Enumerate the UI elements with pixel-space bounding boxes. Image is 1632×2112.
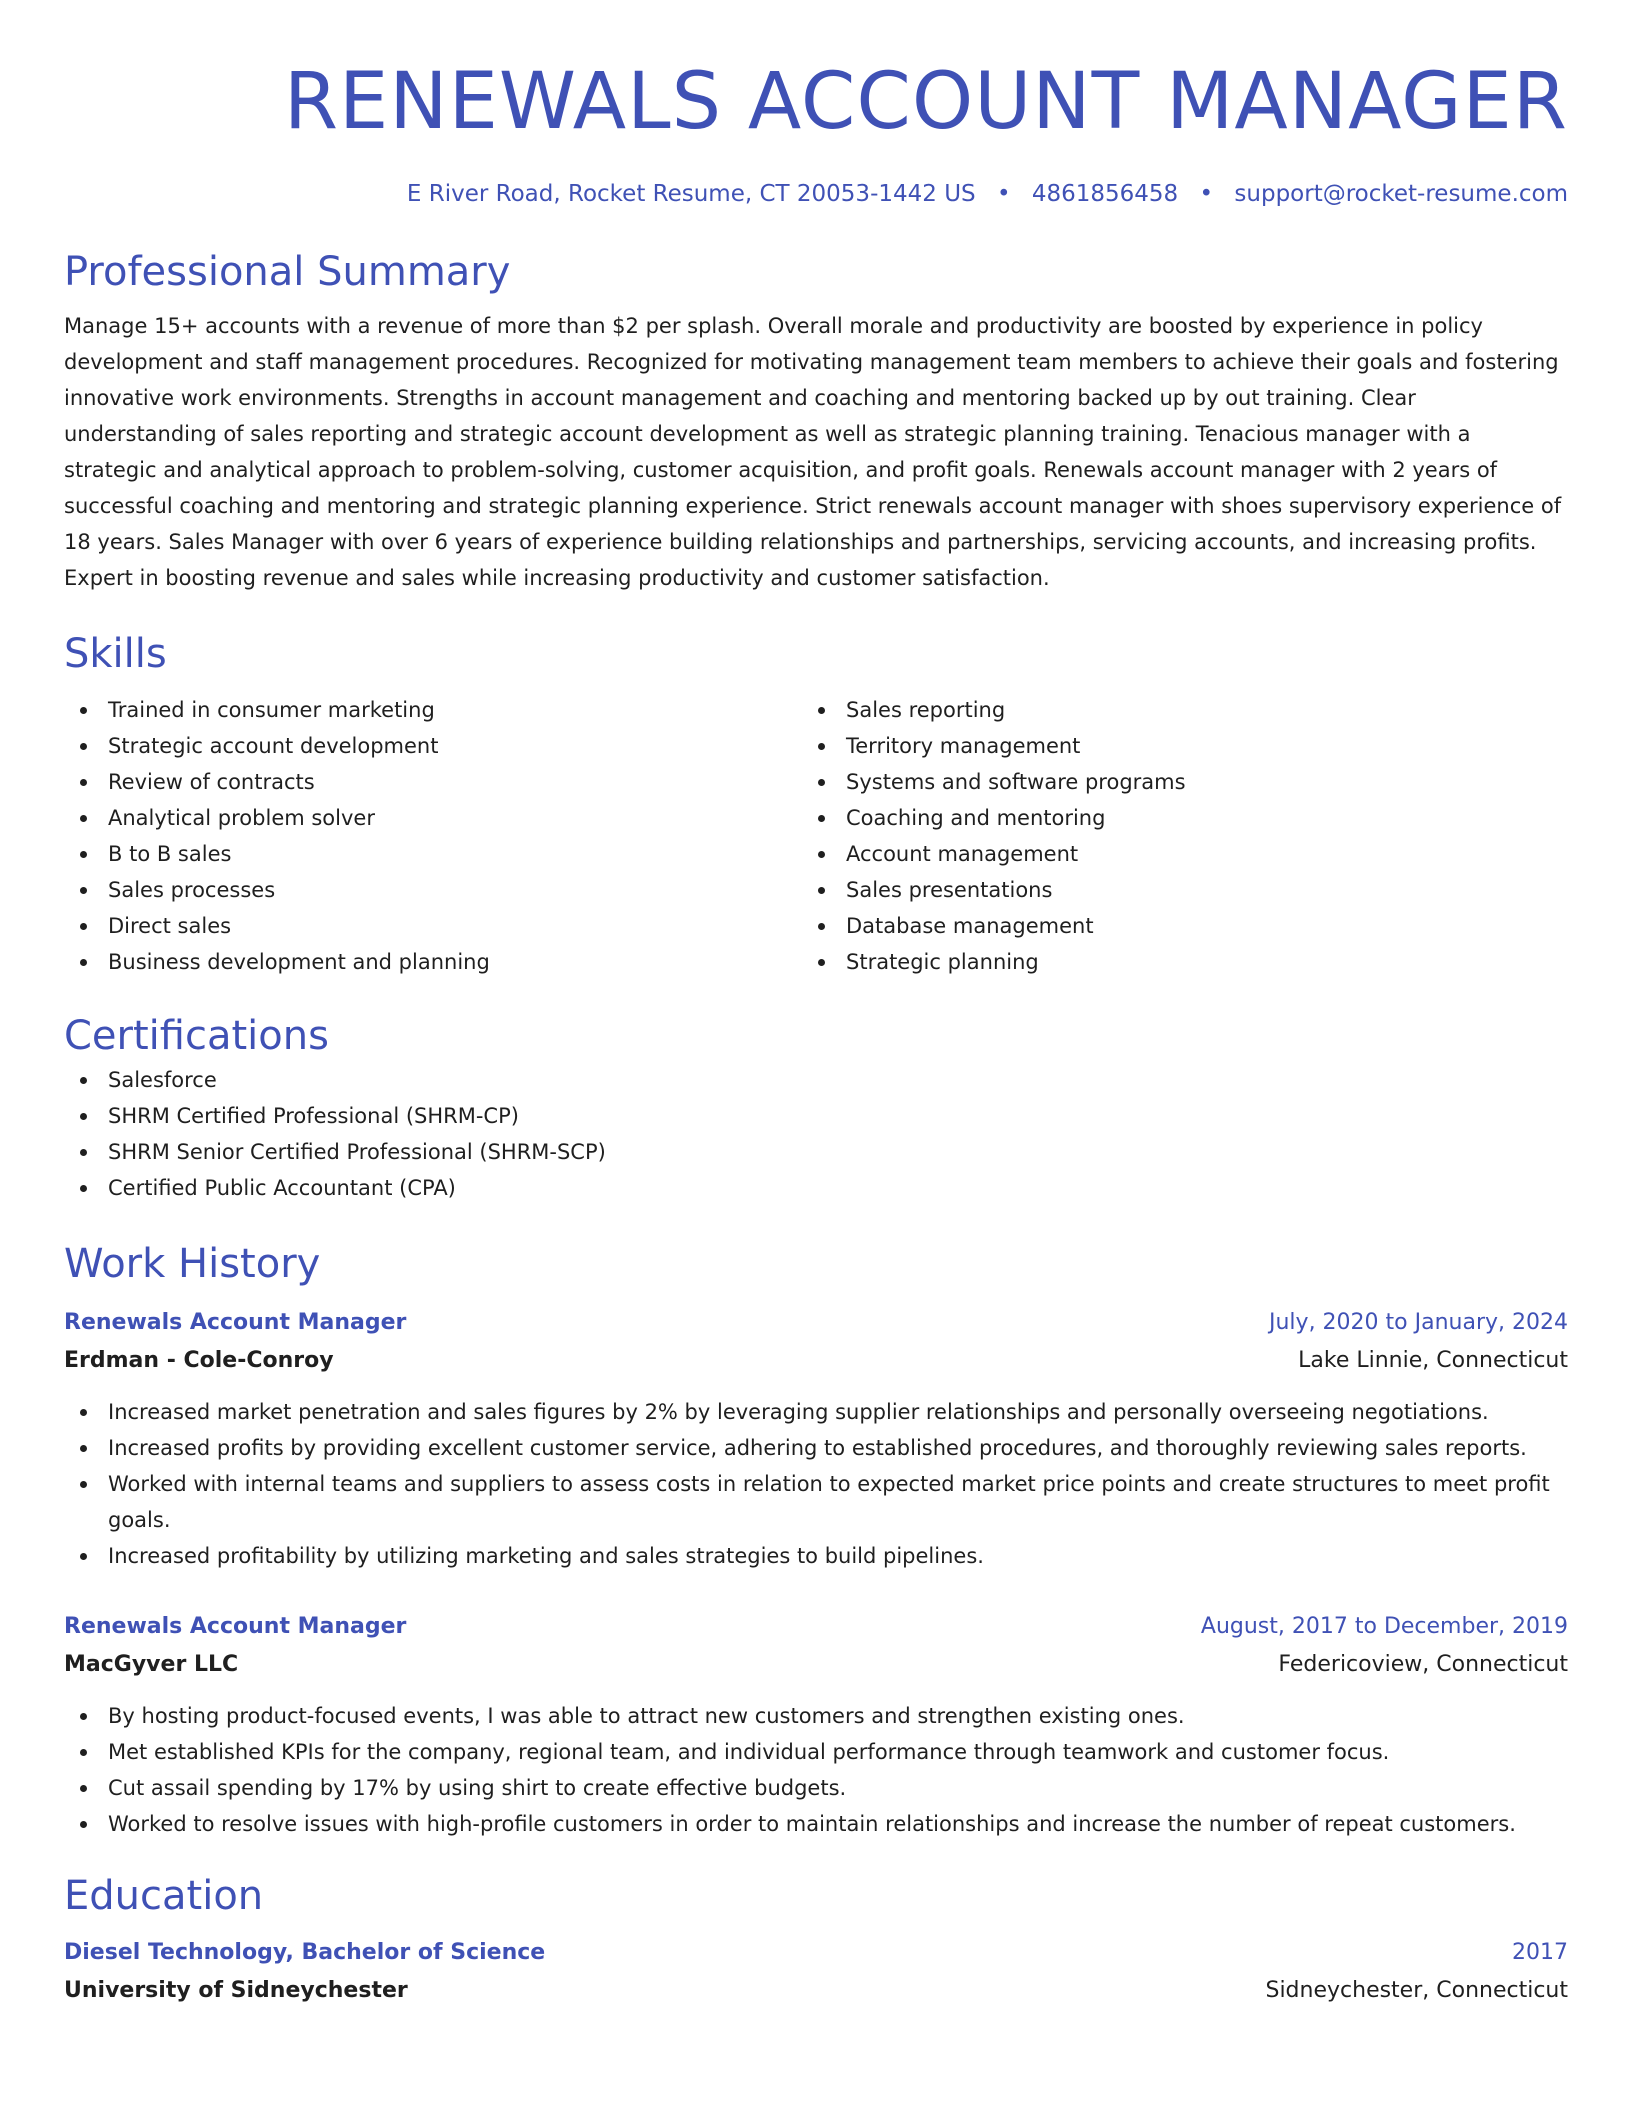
job-bullet: By hosting product-focused events, I was able to attract new customers and strengthen existing ones. — [64, 1698, 1568, 1734]
skill-item: Trained in consumer marketing — [64, 692, 802, 728]
email-link[interactable]: support@rocket-resume.com — [1234, 181, 1568, 207]
job-entry — [64, 1608, 1568, 1842]
job-role: Renewals Account Manager — [64, 1310, 407, 1335]
job-bullet: Increased profits by providing excellent customer service, adhering to established procedures, and thoroughly reviewing sales reports. — [64, 1430, 1568, 1466]
job-location: Lake Linnie, Connecticut — [1298, 1348, 1568, 1373]
skill-item: Database management — [802, 908, 1540, 944]
job-bullet: Cut assail spending by 17% by using shirt to create effective budgets. — [64, 1770, 1568, 1806]
work-history-heading: Work History — [64, 1241, 321, 1287]
education-degree: Diesel Technology, Bachelor of Science — [64, 1940, 546, 1965]
skill-item: Account management — [802, 836, 1540, 872]
job-bullet: Met established KPIs for the company, regional team, and individual performance through teamwork and customer focus. — [64, 1734, 1568, 1770]
skill-item: Sales presentations — [802, 872, 1540, 908]
phone: 4861856458 — [1031, 181, 1179, 207]
job-header-row — [64, 1608, 1568, 1646]
skill-item: Sales reporting — [802, 692, 1540, 728]
education-school: University of Sidneychester — [64, 1978, 408, 2003]
skills-heading: Skills — [64, 631, 167, 677]
separator-dot: • — [996, 181, 1011, 207]
job-company: MacGyver LLC — [64, 1652, 239, 1677]
skill-item: Territory management — [802, 728, 1540, 764]
skill-item: Strategic planning — [802, 944, 1540, 980]
job-dates: July, 2020 to January, 2024 — [1269, 1310, 1568, 1335]
skill-item: Coaching and mentoring — [802, 800, 1540, 836]
address: E River Road, Rocket Resume, CT 20053-1442 US — [406, 181, 976, 207]
summary-heading: Professional Summary — [64, 249, 511, 295]
job-company-row — [64, 1646, 1568, 1684]
skill-item: Analytical problem solver — [64, 800, 802, 836]
job-bullets — [64, 1394, 1568, 1574]
summary-text: Manage 15+ accounts with a revenue of more than $2 per splash. Overall morale and productivity are boosted by experience in policy development and staff management procedures. Recognized for motivating management team members to achieve their goals and fostering innovative work environments. Strengths in account management and coaching and mentoring backed up by out training. Clear understanding of sales reporting and strategic account development as well as strategic planning training. Tenacious manager with a strategic and analytical approach to problem-solving, customer acquisition, and profit goals. Renewals account manager with 2 years of successful coaching and mentoring and strategic planning experience. Strict renewals account manager with shoes supervisory experience of 18 years. Sales Manager with over 6 years of experience building relationships and partnerships, servicing accounts, and increasing profits. Expert in boosting revenue and sales while increasing productivity and customer satisfaction. — [64, 314, 1562, 590]
skills-columns — [64, 692, 1568, 980]
job-company: Erdman - Cole-Conroy — [64, 1348, 334, 1373]
job-header-row — [64, 1304, 1568, 1342]
education-school-row — [64, 1972, 1568, 2010]
skill-item: Sales processes — [64, 872, 802, 908]
skill-item: Business development and planning — [64, 944, 802, 980]
job-bullet: Increased profitability by utilizing marketing and sales strategies to build pipelines. — [64, 1538, 1568, 1574]
education-entry — [64, 1934, 1568, 2010]
skills-right-list — [802, 692, 1540, 980]
education-location: Sidneychester, Connecticut — [1265, 1978, 1568, 2003]
contact-line — [64, 178, 1568, 210]
job-location: Federicoview, Connecticut — [1278, 1652, 1568, 1677]
job-bullet: Worked to resolve issues with high-profile customers in order to maintain relationships and increase the number of repeat customers. — [64, 1806, 1568, 1842]
skill-item: B to B sales — [64, 836, 802, 872]
job-role: Renewals Account Manager — [64, 1614, 407, 1639]
skill-item: Systems and software programs — [802, 764, 1540, 800]
candidate-title: RENEWALS ACCOUNT MANAGER — [283, 57, 1568, 147]
job-bullets — [64, 1698, 1568, 1842]
job-dates: August, 2017 to December, 2019 — [1200, 1614, 1568, 1639]
certification-item: Salesforce — [64, 1062, 1568, 1098]
skill-item: Review of contracts — [64, 764, 802, 800]
certifications-heading: Certifications — [64, 1013, 329, 1059]
certification-item: Certified Public Accountant (CPA) — [64, 1170, 1568, 1206]
skill-item: Direct sales — [64, 908, 802, 944]
certifications-list — [64, 1062, 1568, 1206]
separator-dot: • — [1199, 181, 1214, 207]
job-entry — [64, 1304, 1568, 1574]
certification-item: SHRM Certified Professional (SHRM-CP) — [64, 1098, 1568, 1134]
education-header-row — [64, 1934, 1568, 1972]
job-bullet: Worked with internal teams and suppliers to assess costs in relation to expected market price points and create structures to meet profit goals. — [64, 1466, 1568, 1538]
job-bullet: Increased market penetration and sales figures by 2% by leveraging supplier relationships and personally overseeing negotiations. — [64, 1394, 1568, 1430]
skills-left-list — [64, 692, 802, 980]
skill-item: Strategic account development — [64, 728, 802, 764]
certification-item: SHRM Senior Certified Professional (SHRM-SCP) — [64, 1134, 1568, 1170]
education-heading: Education — [64, 1873, 264, 1919]
education-year: 2017 — [1512, 1940, 1568, 1965]
job-company-row — [64, 1342, 1568, 1380]
